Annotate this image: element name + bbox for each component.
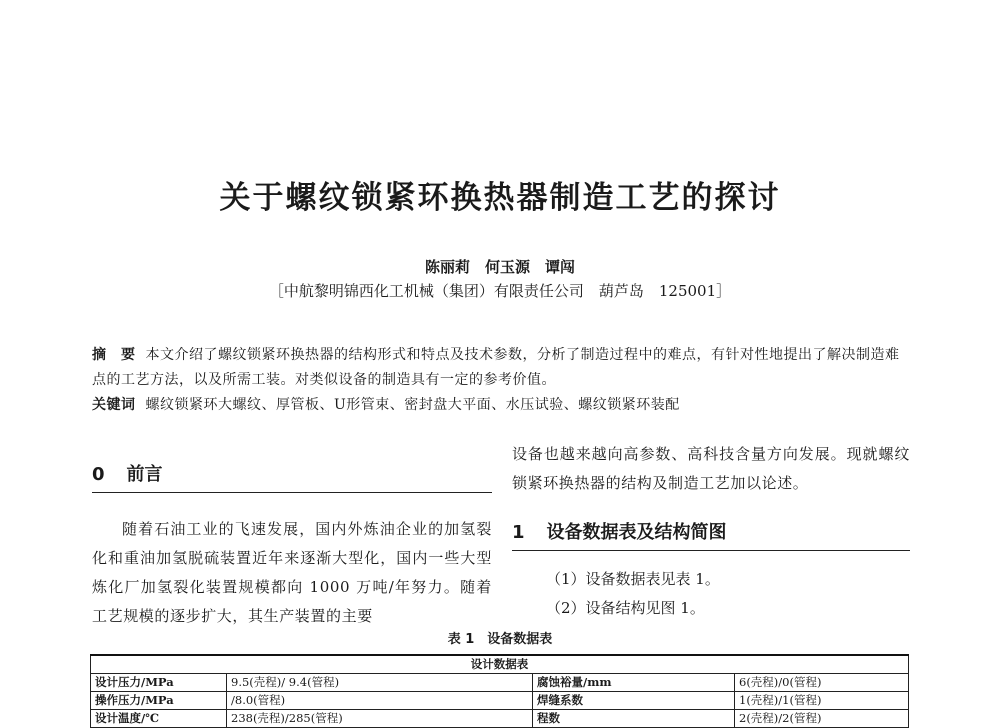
table-cell: 9.5(壳程)/ 9.4(管程): [227, 674, 533, 692]
table-row: [91, 674, 909, 692]
design-data-table: [90, 654, 909, 728]
right-column: [512, 440, 910, 623]
table-row: [91, 710, 909, 728]
table-cell: 2(壳程)/2(管程): [735, 710, 909, 728]
left-column: [92, 460, 492, 631]
section-0-number: 0: [92, 464, 105, 485]
keywords-text: 螺纹锁紧环大螺纹、厚管板、U形管束、密封盘大平面、水压试验、螺纹锁紧环装配: [145, 397, 680, 413]
table-row: [91, 692, 909, 710]
section-1-number: 1: [512, 522, 525, 543]
abstract-text: 本文介绍了螺纹锁紧环换热器的结构形式和特点及技术参数，分析了制造过程中的难点，有针对性地提出了解决制造难点的工艺方法，以及所需工装。对类似设备的制造具有一定的参考价值。: [92, 347, 900, 388]
section-1-title: 设备数据表及结构简图: [546, 522, 727, 543]
keywords-label: 关键词: [92, 397, 136, 413]
list-item: （1）设备数据表见表 1。: [546, 570, 720, 588]
table-header: 设计数据表: [91, 655, 909, 674]
table-cell: 1(壳程)/1(管程): [735, 692, 909, 710]
section-1-list: [512, 565, 910, 623]
section-0-title: 前言: [126, 464, 163, 485]
keywords: [92, 393, 912, 418]
section-0-paragraph: 随着石油工业的飞速发展，国内外炼油企业的加氢裂化和重油加氢脱硫装置近年来逐渐大型化，国内一些大型炼化厂加氢裂化装置规模都向 1000 万吨/年努力。随着工艺规模的逐步扩大，其生产装置的主要: [92, 520, 492, 625]
section-0-heading: [92, 460, 492, 493]
table-cell: 设计压力/MPa: [91, 674, 227, 692]
list-item: （2）设备结构见图 1。: [546, 599, 705, 617]
authors: 陈丽莉 何玉源 谭闯: [424, 258, 575, 276]
table-cell: 设计温度/℃: [91, 710, 227, 728]
abstract: [92, 343, 912, 393]
table-cell: 焊缝系数: [533, 692, 735, 710]
table-cell: 238(壳程)/285(管程): [227, 710, 533, 728]
table-cell: /8.0(管程): [227, 692, 533, 710]
section-1-heading: [512, 518, 910, 551]
table-header-row: [91, 655, 909, 674]
table-cell: 操作压力/MPa: [91, 692, 227, 710]
table-caption: 表 1 设备数据表: [447, 632, 553, 647]
abstract-label: 摘 要: [92, 347, 136, 363]
table-cell: 程数: [533, 710, 735, 728]
table-cell: 6(壳程)/0(管程): [735, 674, 909, 692]
table-cell: 腐蚀裕量/mm: [533, 674, 735, 692]
affiliation: ［中航黎明锦西化工机械（集团）有限责任公司 葫芦岛 125001］: [268, 282, 732, 300]
paper-title: 关于螺纹锁紧环换热器制造工艺的探讨: [219, 180, 781, 216]
section-0-paragraph-continued: 设备也越来越向高参数、高科技含量方向发展。现就螺纹锁紧环换热器的结构及制造工艺加以论述。: [512, 445, 910, 492]
